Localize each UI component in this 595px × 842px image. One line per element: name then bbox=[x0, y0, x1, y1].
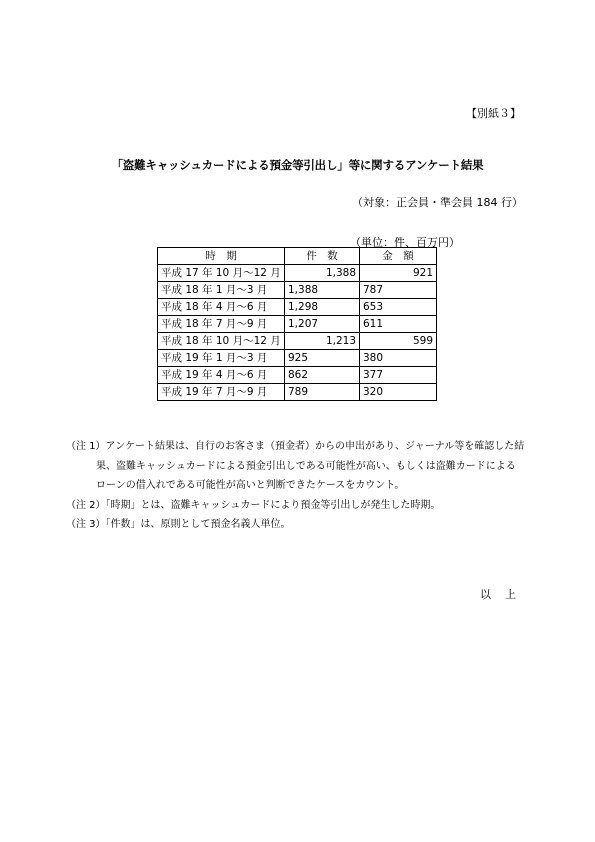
row-amount: 921 bbox=[360, 265, 437, 282]
table-row bbox=[158, 282, 437, 299]
header-count: 件 数 bbox=[285, 248, 360, 265]
table-row bbox=[158, 350, 437, 367]
row-period: 平成 18 年 7 月～9 月 bbox=[158, 316, 285, 333]
row-count: 1,298 bbox=[285, 299, 360, 316]
note-text: 「件数」は、原則として預金名義人単位。 bbox=[105, 519, 291, 530]
row-count: 1,388 bbox=[285, 282, 360, 299]
row-amount: 611 bbox=[360, 316, 437, 333]
notes-section bbox=[66, 437, 524, 535]
row-amount: 599 bbox=[360, 333, 437, 350]
table-header-row bbox=[158, 248, 437, 265]
row-amount: 787 bbox=[360, 282, 437, 299]
row-count: 925 bbox=[285, 350, 360, 367]
row-period: 平成 18 年 4 月～6 月 bbox=[158, 299, 285, 316]
table-row bbox=[158, 384, 437, 401]
row-count: 862 bbox=[285, 367, 360, 384]
attachment-label: 【別紙３】 bbox=[466, 107, 521, 120]
row-amount: 653 bbox=[360, 299, 437, 316]
header-period: 時 期 bbox=[158, 248, 285, 265]
row-count: 1,213 bbox=[285, 333, 360, 350]
unit-label: （単位：件、百万円） bbox=[350, 236, 460, 249]
note-label: （注 2） bbox=[66, 499, 106, 511]
note-2 bbox=[66, 496, 524, 516]
note-text: アンケート結果は、自行のお客さま（預金者）からの申出があり、ジャーナル等を確認した結 bbox=[105, 441, 525, 452]
row-period: 平成 19 年 4 月～6 月 bbox=[158, 367, 285, 384]
row-amount: 377 bbox=[360, 367, 437, 384]
row-count: 789 bbox=[285, 384, 360, 401]
document-title: 「盗難キャッシュカードによる預金等引出し」等に関するアンケート結果 bbox=[111, 158, 484, 172]
note-1 bbox=[66, 437, 524, 457]
row-period: 平成 18 年 10 月～12 月 bbox=[158, 333, 285, 350]
closing-mark: 以上 bbox=[480, 588, 530, 601]
row-period: 平成 19 年 7 月～9 月 bbox=[158, 384, 285, 401]
note-text: 「時期」とは、盗難キャッシュカードにより預金等引出しが発生した時期。 bbox=[105, 499, 441, 511]
note-1-continuation: ローンの借入れである可能性が高いと判断できたケースをカウント。 bbox=[96, 480, 405, 491]
table-row bbox=[158, 367, 437, 384]
table-row bbox=[158, 265, 437, 282]
note-label: （注 1） bbox=[66, 441, 106, 452]
note-1-continuation: 果、盗難キャッシュカードによる預金引出しである可能性が高い、もしくは盗難カードによる bbox=[96, 460, 516, 472]
row-amount: 380 bbox=[360, 350, 437, 367]
row-period: 平成 18 年 1 月～3 月 bbox=[158, 282, 285, 299]
table-row bbox=[158, 333, 437, 350]
header-amount: 金 額 bbox=[360, 248, 437, 265]
table-row bbox=[158, 316, 437, 333]
note-3 bbox=[66, 515, 524, 535]
row-amount: 320 bbox=[360, 384, 437, 401]
row-period: 平成 19 年 1 月～3 月 bbox=[158, 350, 285, 367]
row-count: 1,207 bbox=[285, 316, 360, 333]
note-label: （注 3） bbox=[66, 519, 106, 530]
table-row bbox=[158, 299, 437, 316]
row-period: 平成 17 年 10 月～12 月 bbox=[158, 265, 285, 282]
results-table bbox=[157, 247, 437, 401]
row-count: 1,388 bbox=[285, 265, 360, 282]
survey-target: （対象：正会員・準会員 184 行） bbox=[352, 196, 523, 209]
